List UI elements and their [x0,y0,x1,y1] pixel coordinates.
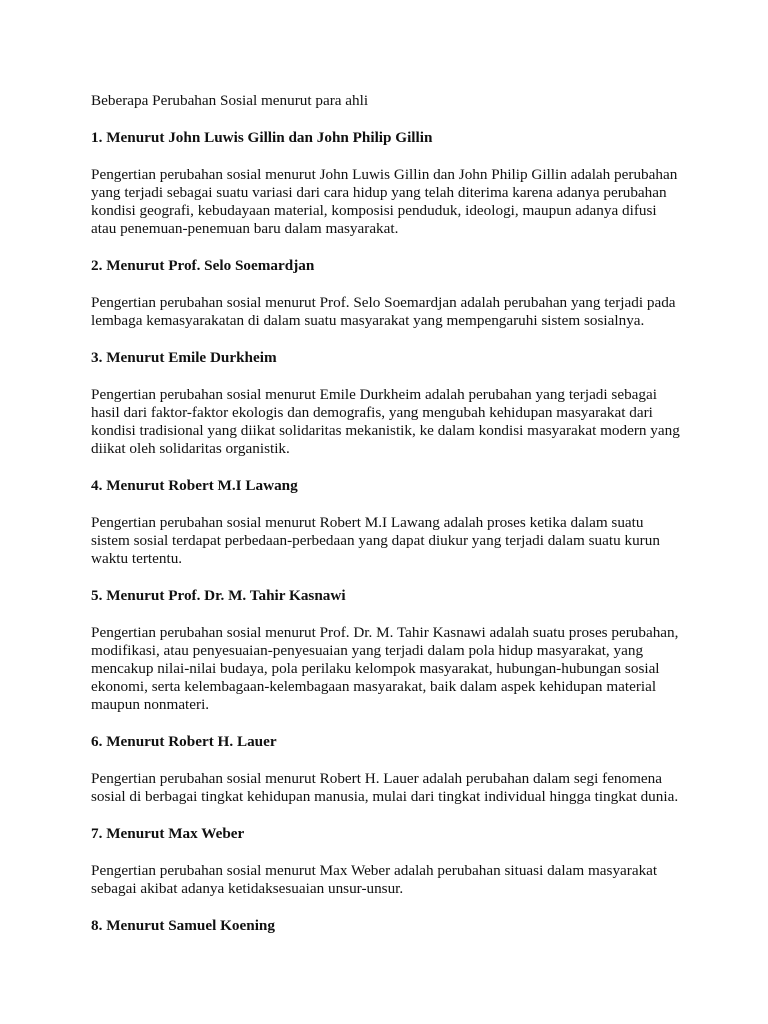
section-heading: 6. Menurut Robert H. Lauer [91,733,277,750]
paragraph-line: hasil dari faktor-faktor ekologis dan demografis, yang mengubah kehidupan masyarakat dari [91,404,653,421]
sections-container [91,129,691,935]
paragraph-line: Pengertian perubahan sosial menurut Prof. Dr. M. Tahir Kasnawi adalah suatu proses perubahan, [91,624,679,641]
paragraph-line: waktu tertentu. [91,550,183,567]
paragraph-line: modifikasi, atau penyesuaian-penyesuaian yang terjadi dalam pola hidup masyarakat, yang [91,642,644,659]
section-heading: 8. Menurut Samuel Koening [91,917,275,934]
paragraph-line: diikat oleh solidaritas organistik. [91,440,290,457]
paragraph-line: Pengertian perubahan sosial menurut John Luwis Gillin dan John Philip Gillin adalah perubahan [91,166,678,183]
document-intro: Beberapa Perubahan Sosial menurut para ahli [91,92,369,109]
section-paragraph [91,386,691,458]
document-page [91,92,691,954]
paragraph-line: sistem sosial terdapat perbedaan-perbedaan yang dapat diukur yang terjadi dalam suatu kurun [91,532,660,549]
paragraph-line: yang terjadi sebagai suatu variasi dari cara hidup yang telah diterima karena adanya perubahan [91,184,667,201]
section-heading: 7. Menurut Max Weber [91,825,245,842]
paragraph-line: atau penemuan-penemuan baru dalam masyarakat. [91,220,399,237]
section-heading: 3. Menurut Emile Durkheim [91,349,277,366]
section-paragraph [91,624,691,714]
section-heading: 2. Menurut Prof. Selo Soemardjan [91,257,315,274]
paragraph-line: Pengertian perubahan sosial menurut Max Weber adalah perubahan situasi dalam masyarakat [91,862,658,879]
section-paragraph [91,166,691,238]
paragraph-line: Pengertian perubahan sosial menurut Robert H. Lauer adalah perubahan dalam segi fenomena [91,770,663,787]
section-paragraph [91,514,691,568]
paragraph-line: Pengertian perubahan sosial menurut Prof. Selo Soemardjan adalah perubahan yang terjadi pada [91,294,676,311]
paragraph-line: kondisi tradisional yang diikat solidaritas mekanistik, ke dalam kondisi masyarakat modern yang [91,422,680,439]
paragraph-line: sebagai akibat adanya ketidaksesuaian unsur-unsur. [91,880,404,897]
paragraph-line: Pengertian perubahan sosial menurut Emile Durkheim adalah perubahan yang terjadi sebagai [91,386,657,403]
paragraph-line: mencakup nilai-nilai budaya, pola perilaku kelompok masyarakat, hubungan-hubungan sosial [91,660,660,677]
section-paragraph [91,770,691,806]
paragraph-line: ekonomi, serta kelembagaan-kelembagaan masyarakat, baik dalam aspek kehidupan material [91,678,657,695]
section-heading: 1. Menurut John Luwis Gillin dan John Philip Gillin [91,129,433,146]
paragraph-line: kondisi geografi, kebudayaan material, komposisi penduduk, ideologi, maupun adanya difusi [91,202,657,219]
paragraph-line: Pengertian perubahan sosial menurut Robert M.I Lawang adalah proses ketika dalam suatu [91,514,644,531]
paragraph-line: sosial di berbagai tingkat kehidupan manusia, mulai dari tingkat individual hingga tingkat dunia. [91,788,679,805]
section-heading: 5. Menurut Prof. Dr. M. Tahir Kasnawi [91,587,346,604]
section-heading: 4. Menurut Robert M.I Lawang [91,477,298,494]
paragraph-line: maupun nonmateri. [91,696,210,713]
section-paragraph [91,862,691,898]
section-paragraph [91,294,691,330]
paragraph-line: lembaga kemasyarakatan di dalam suatu masyarakat yang mempengaruhi sistem sosialnya. [91,312,645,329]
